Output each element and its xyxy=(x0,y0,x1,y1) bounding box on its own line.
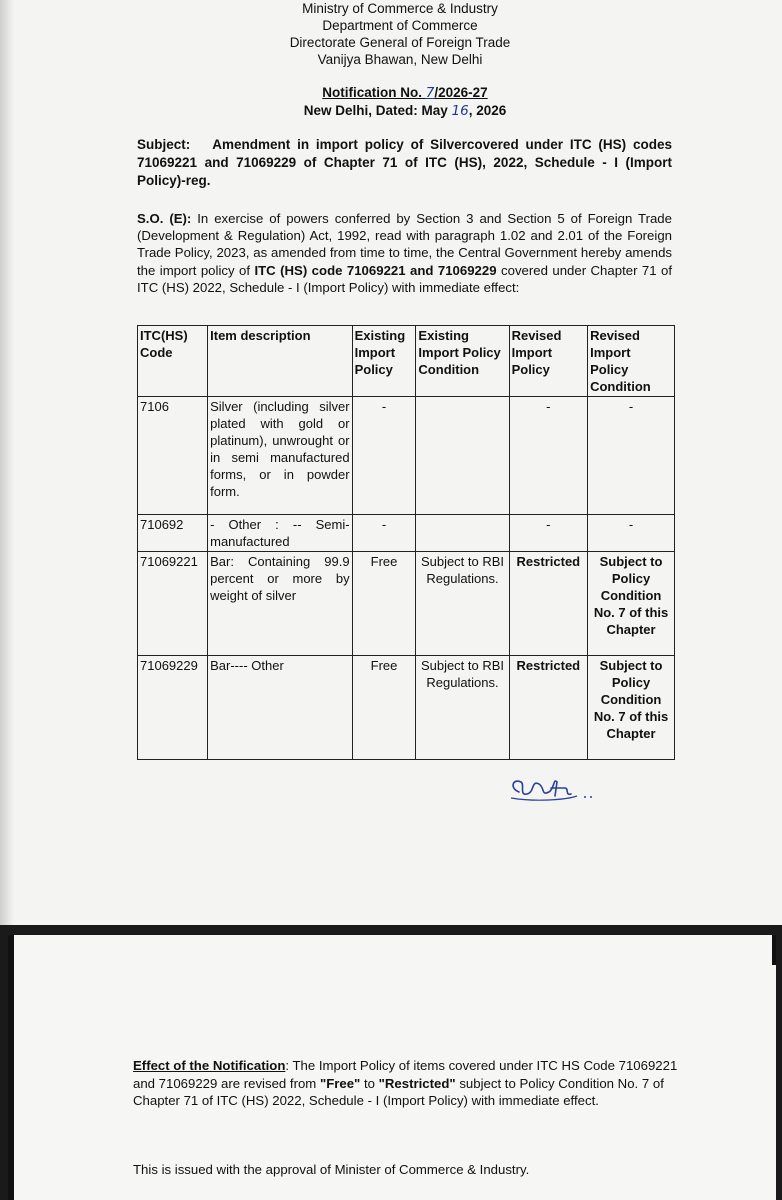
cell-existing-policy: Free xyxy=(352,656,416,760)
subject-label: Subject: xyxy=(137,137,191,152)
document-page-2 xyxy=(8,935,776,1200)
cell-existing-condition xyxy=(416,397,509,515)
cell-revised-condition: Subject to Policy Condition No. 7 of this Chapter xyxy=(588,552,675,656)
effect-text-1: : The Import Policy of items covered under ITC HS Code 71069221 and 71069229 are revised from xyxy=(133,1058,678,1091)
page-edge-mark xyxy=(772,935,776,965)
cell-revised-condition: - xyxy=(588,515,675,552)
effect-label: Effect of the Notification xyxy=(133,1058,286,1073)
effect-text-2: to xyxy=(360,1075,379,1091)
so-label: S.O. (E): xyxy=(137,211,192,226)
notification-number-handwritten: 7 xyxy=(425,85,435,101)
notification-suffix: /2026-27 xyxy=(434,85,488,100)
date-suffix: , 2026 xyxy=(468,103,507,118)
page-shadow xyxy=(0,0,14,925)
approval-line: This is issued with the approval of Minister of Commerce & Industry. xyxy=(133,1162,530,1177)
notification-date xyxy=(250,102,560,120)
header-revised-policy: Revised Import Policy xyxy=(509,326,588,397)
table-header-row xyxy=(138,326,675,397)
header-existing-policy: Existing Import Policy xyxy=(352,326,416,397)
subject-text: Amendment in import policy of Silvercovered under ITC (HS) codes 71069221 and 71069229 of Chapter 71 of ITC (HS), 2022, Schedule - I (Import Policy)-reg. xyxy=(137,137,672,188)
subject-paragraph xyxy=(137,136,672,190)
cell-existing-policy: - xyxy=(352,515,416,552)
table-row xyxy=(138,397,675,515)
address-line: Vanijya Bhawan, New Delhi xyxy=(317,52,483,67)
directorate-line: Directorate General of Foreign Trade xyxy=(289,35,511,50)
cell-code: 71069221 xyxy=(138,552,208,656)
table-row xyxy=(138,552,675,656)
cell-revised-condition: - xyxy=(588,397,675,515)
notification-prefix: Notification No. xyxy=(322,85,426,100)
cell-code: 710692 xyxy=(138,515,208,552)
table-row xyxy=(138,515,675,552)
header-revised-condition: Revised Import Policy Condition xyxy=(588,326,675,397)
date-handwritten: 16 xyxy=(451,103,469,119)
date-prefix: New Delhi, Dated: May xyxy=(303,103,452,118)
cell-existing-condition xyxy=(416,515,509,552)
effect-free: "Free" xyxy=(319,1075,361,1091)
cell-existing-condition: Subject to RBI Regulations. xyxy=(416,656,509,760)
cell-revised-policy: - xyxy=(509,397,588,515)
header-itc-code: ITC(HS) Code xyxy=(138,326,208,397)
cell-existing-condition: Subject to RBI Regulations. xyxy=(416,552,509,656)
cell-existing-policy: - xyxy=(352,397,416,515)
so-text-1: In exercise of powers conferred by Section 3 and Section 5 of Foreign Trade (Development & Regulation) Act, 1992, read with paragraph 1.02 and 2.01 of the Foreign Trade Policy, 2023, as amended from time to time, the Central Government hereby amends the import policy of xyxy=(137,211,672,278)
itc-policy-table xyxy=(137,325,675,760)
notification-number xyxy=(250,84,560,102)
cell-description: Bar: Containing 99.9 percent or more by weight of silver xyxy=(208,552,352,656)
ministry-line: Ministry of Commerce & Industry xyxy=(302,1,498,16)
cell-code: 7106 xyxy=(138,397,208,515)
header-existing-condition: Existing Import Policy Condition xyxy=(416,326,509,397)
cell-existing-policy: Free xyxy=(352,552,416,656)
cell-description: Bar---- Other xyxy=(208,656,352,760)
table-row xyxy=(138,656,675,760)
so-bold-codes: ITC (HS) code 71069221 and 71069229 xyxy=(254,262,497,278)
cell-description: Silver (including silver plated with gold or platinum), unwrought or in semi manufactured forms, or in powder form. xyxy=(208,397,352,515)
effect-restricted: "Restricted" xyxy=(378,1075,456,1091)
effect-text-3: subject to Policy Condition No. 7 of Chapter 71 of ITC (HS) 2022, Schedule - I (Import Policy) with immediate effect. xyxy=(133,1075,664,1108)
page-edge-mark xyxy=(8,935,14,1200)
cell-revised-policy: - xyxy=(509,515,588,552)
cell-description: - Other : -- Semi-manufactured xyxy=(208,515,352,552)
so-text-2: covered under Chapter 71 of ITC (HS) 2022, Schedule - I (Import Policy) with immediate effect: xyxy=(137,262,672,295)
cell-revised-condition: Subject to Policy Condition No. 7 of this Chapter xyxy=(588,656,675,760)
cell-code: 71069229 xyxy=(138,656,208,760)
effect-paragraph xyxy=(133,1057,678,1110)
signature-icon xyxy=(505,770,600,805)
header-item-description: Item description xyxy=(208,326,352,397)
so-paragraph xyxy=(137,210,672,296)
cell-revised-policy: Restricted xyxy=(509,552,588,656)
cell-revised-policy: Restricted xyxy=(509,656,588,760)
department-line: Department of Commerce xyxy=(322,18,478,33)
